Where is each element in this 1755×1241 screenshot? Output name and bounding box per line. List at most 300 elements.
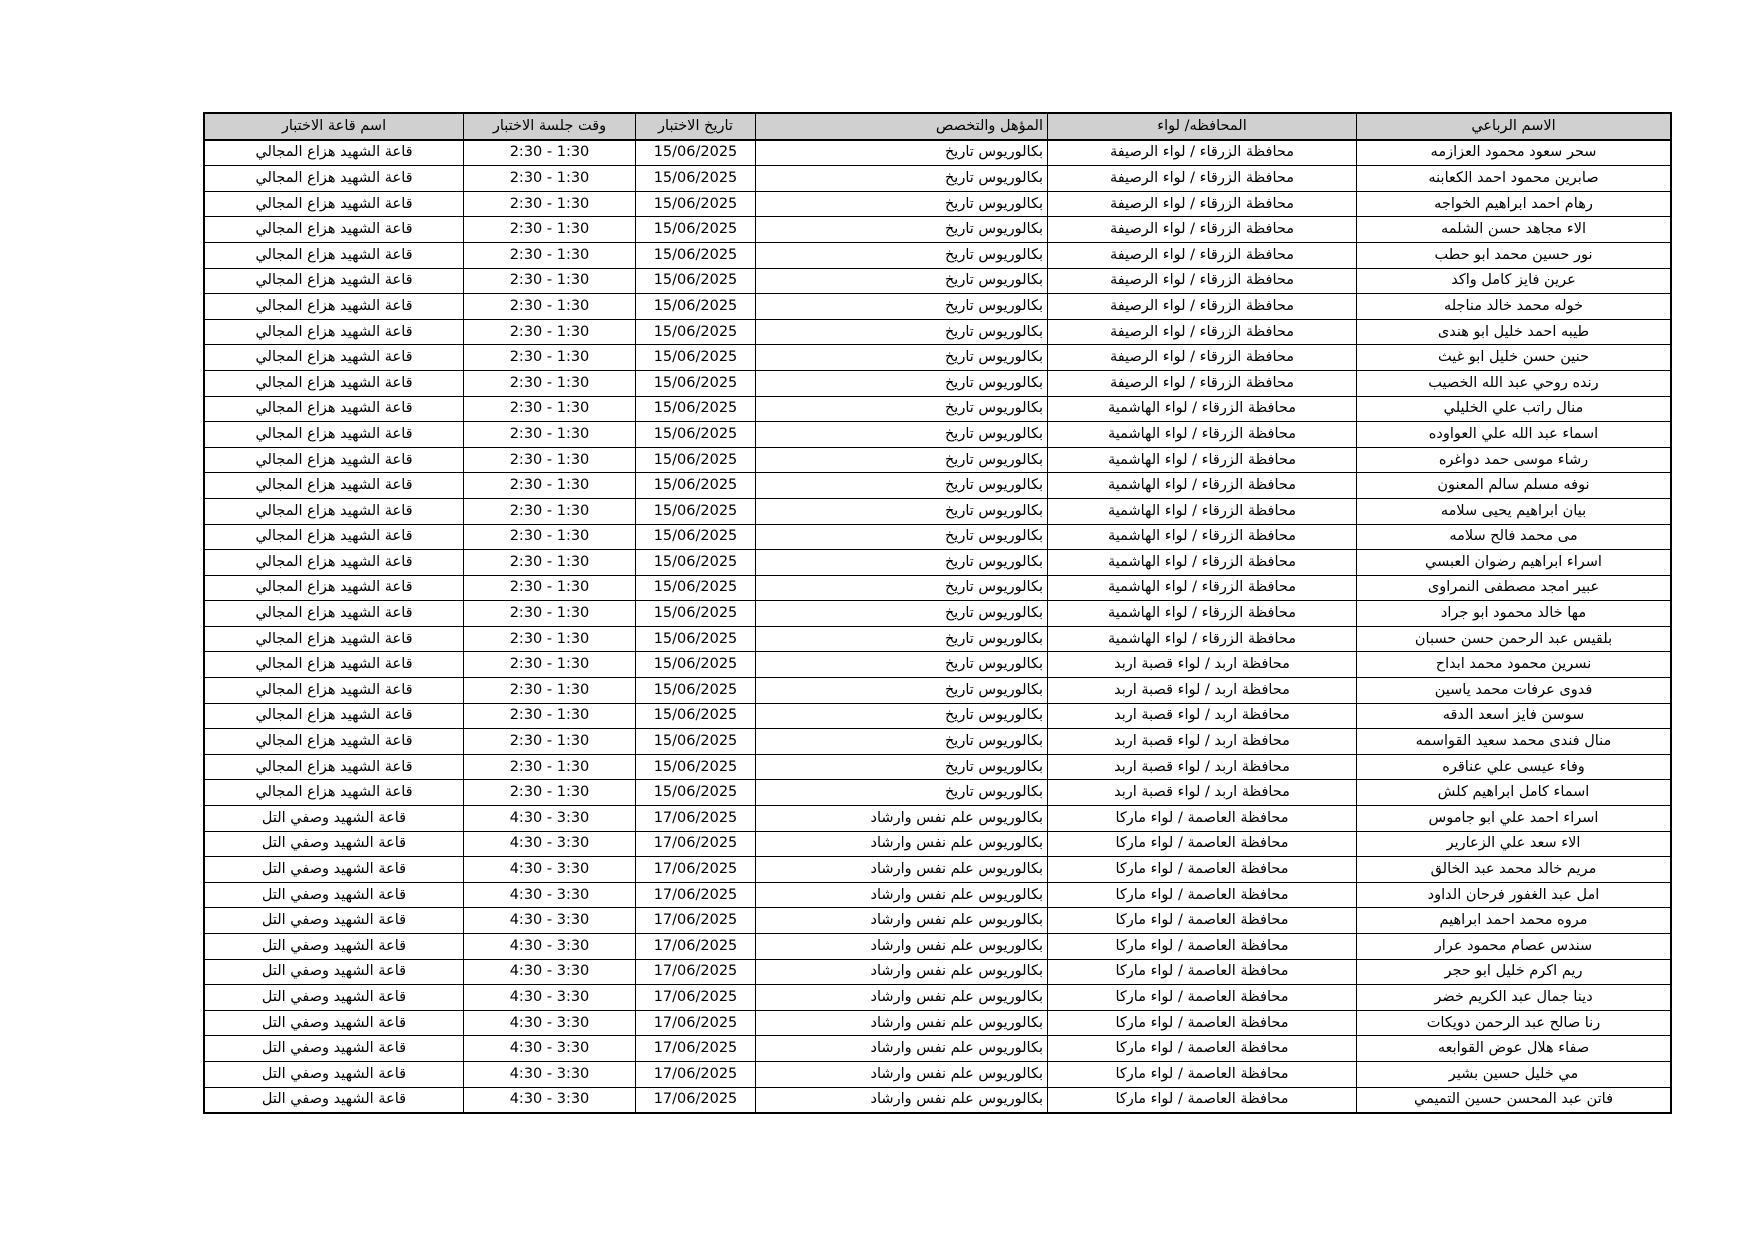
cell-time bbox=[464, 652, 636, 678]
header-hall: اسم قاعة الاختبار bbox=[204, 113, 464, 140]
cell-hall: قاعة الشهيد هزاع المجالي bbox=[204, 447, 464, 473]
cell-date bbox=[636, 601, 756, 627]
cell-name: وفاء عيسى علي عناقره bbox=[1357, 754, 1672, 780]
cell-qualification: بكالوريوس علم نفس وارشاد bbox=[756, 934, 1048, 960]
cell-hall: قاعة الشهيد هزاع المجالي bbox=[204, 268, 464, 294]
cell-time bbox=[464, 473, 636, 499]
cell-time-text: 2:30 - 1:30 bbox=[509, 681, 590, 698]
cell-date-text: 15/06/2025 bbox=[653, 502, 738, 519]
cell-qualification: بكالوريوس تاريخ bbox=[756, 242, 1048, 268]
cell-date bbox=[636, 217, 756, 243]
cell-qualification: بكالوريوس تاريخ bbox=[756, 575, 1048, 601]
cell-time bbox=[464, 1036, 636, 1062]
cell-time bbox=[464, 396, 636, 422]
cell-hall: قاعة الشهيد هزاع المجالي bbox=[204, 754, 464, 780]
cell-name: مريم خالد محمد عبد الخالق bbox=[1357, 857, 1672, 883]
cell-hall: قاعة الشهيد هزاع المجالي bbox=[204, 626, 464, 652]
cell-time bbox=[464, 703, 636, 729]
cell-name: فدوى عرفات محمد ياسين bbox=[1357, 678, 1672, 704]
table-row bbox=[204, 396, 1671, 422]
cell-name: فاتن عبد المحسن حسين التميمي bbox=[1357, 1087, 1672, 1113]
cell-name: مروه محمد احمد ابراهيم bbox=[1357, 908, 1672, 934]
cell-time bbox=[464, 268, 636, 294]
cell-date bbox=[636, 626, 756, 652]
cell-governorate: محافظة الزرقاء / لواء الرصيفة bbox=[1048, 268, 1357, 294]
cell-time bbox=[464, 934, 636, 960]
cell-hall: قاعة الشهيد هزاع المجالي bbox=[204, 217, 464, 243]
cell-time bbox=[464, 729, 636, 755]
cell-date-text: 15/06/2025 bbox=[653, 579, 738, 596]
cell-time bbox=[464, 1010, 636, 1036]
cell-qualification: بكالوريوس تاريخ bbox=[756, 780, 1048, 806]
cell-name: نوفه مسلم سالم المعنون bbox=[1357, 473, 1672, 499]
cell-hall: قاعة الشهيد هزاع المجالي bbox=[204, 729, 464, 755]
cell-name: سحر سعود محمود العزازمه bbox=[1357, 140, 1672, 166]
cell-hall: قاعة الشهيد هزاع المجالي bbox=[204, 550, 464, 576]
cell-time bbox=[464, 242, 636, 268]
table-row bbox=[204, 652, 1671, 678]
cell-date-text: 15/06/2025 bbox=[653, 169, 738, 186]
cell-hall: قاعة الشهيد وصفي التل bbox=[204, 959, 464, 985]
cell-date bbox=[636, 294, 756, 320]
cell-time-text: 4:30 - 3:30 bbox=[509, 886, 590, 903]
table-row bbox=[204, 524, 1671, 550]
cell-time bbox=[464, 294, 636, 320]
cell-time-text: 2:30 - 1:30 bbox=[509, 733, 590, 750]
cell-date bbox=[636, 242, 756, 268]
cell-governorate: محافظة العاصمة / لواء ماركا bbox=[1048, 1061, 1357, 1087]
cell-date bbox=[636, 473, 756, 499]
cell-governorate: محافظة الزرقاء / لواء الرصيفة bbox=[1048, 191, 1357, 217]
cell-time bbox=[464, 191, 636, 217]
table-row bbox=[204, 345, 1671, 371]
cell-governorate: محافظة الزرقاء / لواء الهاشمية bbox=[1048, 575, 1357, 601]
table-row bbox=[204, 908, 1671, 934]
cell-governorate: محافظة الزرقاء / لواء الهاشمية bbox=[1048, 524, 1357, 550]
cell-time bbox=[464, 806, 636, 832]
cell-name: نسرين محمود محمد ابداح bbox=[1357, 652, 1672, 678]
cell-name: دينا جمال عبد الكريم خضر bbox=[1357, 985, 1672, 1011]
cell-name: منال فندى محمد سعيد القواسمه bbox=[1357, 729, 1672, 755]
cell-governorate: محافظة الزرقاء / لواء الهاشمية bbox=[1048, 422, 1357, 448]
cell-date-text: 15/06/2025 bbox=[653, 605, 738, 622]
cell-time-text: 4:30 - 3:30 bbox=[509, 809, 590, 826]
cell-hall: قاعة الشهيد هزاع المجالي bbox=[204, 678, 464, 704]
cell-governorate: محافظة الزرقاء / لواء الهاشمية bbox=[1048, 626, 1357, 652]
cell-time bbox=[464, 422, 636, 448]
cell-qualification: بكالوريوس علم نفس وارشاد bbox=[756, 1087, 1048, 1113]
cell-date bbox=[636, 396, 756, 422]
table-row bbox=[204, 166, 1671, 192]
cell-name: مها خالد محمود ابو جراد bbox=[1357, 601, 1672, 627]
cell-governorate: محافظة الزرقاء / لواء الرصيفة bbox=[1048, 140, 1357, 166]
cell-date-text: 15/06/2025 bbox=[653, 374, 738, 391]
table-row bbox=[204, 268, 1671, 294]
cell-date-text: 15/06/2025 bbox=[653, 707, 738, 724]
table-row bbox=[204, 1061, 1671, 1087]
cell-name: مى محمد فالح سلامه bbox=[1357, 524, 1672, 550]
cell-hall: قاعة الشهيد وصفي التل bbox=[204, 1010, 464, 1036]
cell-date bbox=[636, 754, 756, 780]
exam-schedule-table bbox=[203, 112, 1672, 1114]
cell-time-text: 2:30 - 1:30 bbox=[509, 477, 590, 494]
cell-time-text: 2:30 - 1:30 bbox=[509, 605, 590, 622]
table-body bbox=[204, 140, 1671, 1114]
cell-name: طيبه احمد خليل ابو هندى bbox=[1357, 319, 1672, 345]
cell-qualification: بكالوريوس تاريخ bbox=[756, 678, 1048, 704]
cell-qualification: بكالوريوس تاريخ bbox=[756, 191, 1048, 217]
cell-time-text: 4:30 - 3:30 bbox=[509, 1065, 590, 1082]
table-row bbox=[204, 626, 1671, 652]
cell-date bbox=[636, 191, 756, 217]
table-row bbox=[204, 422, 1671, 448]
cell-hall: قاعة الشهيد هزاع المجالي bbox=[204, 524, 464, 550]
cell-date bbox=[636, 780, 756, 806]
cell-governorate: محافظة الزرقاء / لواء الرصيفة bbox=[1048, 166, 1357, 192]
cell-name: اسراء احمد علي ابو جاموس bbox=[1357, 806, 1672, 832]
exam-schedule-sheet bbox=[203, 112, 1657, 1114]
cell-date-text: 15/06/2025 bbox=[653, 528, 738, 545]
cell-date bbox=[636, 806, 756, 832]
table-row bbox=[204, 601, 1671, 627]
cell-time bbox=[464, 575, 636, 601]
cell-qualification: بكالوريوس تاريخ bbox=[756, 140, 1048, 166]
cell-governorate: محافظة العاصمة / لواء ماركا bbox=[1048, 857, 1357, 883]
cell-time-text: 2:30 - 1:30 bbox=[509, 144, 590, 161]
cell-hall: قاعة الشهيد هزاع المجالي bbox=[204, 319, 464, 345]
cell-date-text: 17/06/2025 bbox=[653, 963, 738, 980]
table-row bbox=[204, 217, 1671, 243]
cell-qualification: بكالوريوس تاريخ bbox=[756, 601, 1048, 627]
cell-date bbox=[636, 857, 756, 883]
cell-date-text: 17/06/2025 bbox=[653, 988, 738, 1005]
cell-hall: قاعة الشهيد وصفي التل bbox=[204, 831, 464, 857]
cell-time bbox=[464, 217, 636, 243]
cell-time bbox=[464, 140, 636, 166]
cell-hall: قاعة الشهيد وصفي التل bbox=[204, 857, 464, 883]
cell-name: ريم اكرم خليل ابو حجر bbox=[1357, 959, 1672, 985]
table-row bbox=[204, 1087, 1671, 1113]
cell-date-text: 17/06/2025 bbox=[653, 1040, 738, 1057]
cell-time bbox=[464, 319, 636, 345]
cell-name: رشاء موسى حمد دواغره bbox=[1357, 447, 1672, 473]
cell-time bbox=[464, 857, 636, 883]
table-row bbox=[204, 473, 1671, 499]
cell-date bbox=[636, 345, 756, 371]
cell-date-text: 17/06/2025 bbox=[653, 835, 738, 852]
cell-time bbox=[464, 550, 636, 576]
cell-time-text: 2:30 - 1:30 bbox=[509, 784, 590, 801]
cell-time-text: 2:30 - 1:30 bbox=[509, 246, 590, 263]
cell-governorate: محافظة اربد / لواء قصبة اربد bbox=[1048, 754, 1357, 780]
table-row bbox=[204, 447, 1671, 473]
cell-date-text: 15/06/2025 bbox=[653, 425, 738, 442]
cell-hall: قاعة الشهيد هزاع المجالي bbox=[204, 140, 464, 166]
cell-name: بيان ابراهيم يحيى سلامه bbox=[1357, 498, 1672, 524]
cell-time-text: 4:30 - 3:30 bbox=[509, 1040, 590, 1057]
cell-qualification: بكالوريوس علم نفس وارشاد bbox=[756, 806, 1048, 832]
cell-name: صابرين محمود احمد الكعابنه bbox=[1357, 166, 1672, 192]
cell-time-text: 4:30 - 3:30 bbox=[509, 912, 590, 929]
cell-qualification: بكالوريوس علم نفس وارشاد bbox=[756, 908, 1048, 934]
cell-time bbox=[464, 754, 636, 780]
cell-qualification: بكالوريوس تاريخ bbox=[756, 498, 1048, 524]
cell-date-text: 15/06/2025 bbox=[653, 400, 738, 417]
header-qualification: المؤهل والتخصص bbox=[756, 113, 1048, 140]
cell-qualification: بكالوريوس تاريخ bbox=[756, 550, 1048, 576]
cell-time bbox=[464, 524, 636, 550]
table-row bbox=[204, 882, 1671, 908]
table-row bbox=[204, 294, 1671, 320]
cell-date bbox=[636, 908, 756, 934]
cell-governorate: محافظة الزرقاء / لواء الهاشمية bbox=[1048, 601, 1357, 627]
table-row bbox=[204, 370, 1671, 396]
cell-date-text: 15/06/2025 bbox=[653, 323, 738, 340]
cell-time-text: 2:30 - 1:30 bbox=[509, 425, 590, 442]
cell-time bbox=[464, 498, 636, 524]
cell-time-text: 2:30 - 1:30 bbox=[509, 553, 590, 570]
cell-time-text: 2:30 - 1:30 bbox=[509, 630, 590, 647]
cell-governorate: محافظة الزرقاء / لواء الهاشمية bbox=[1048, 396, 1357, 422]
cell-hall: قاعة الشهيد هزاع المجالي bbox=[204, 422, 464, 448]
cell-governorate: محافظة الزرقاء / لواء الرصيفة bbox=[1048, 370, 1357, 396]
cell-date bbox=[636, 575, 756, 601]
cell-date bbox=[636, 934, 756, 960]
cell-hall: قاعة الشهيد هزاع المجالي bbox=[204, 191, 464, 217]
cell-hall: قاعة الشهيد هزاع المجالي bbox=[204, 242, 464, 268]
cell-time-text: 2:30 - 1:30 bbox=[509, 502, 590, 519]
cell-qualification: بكالوريوس تاريخ bbox=[756, 729, 1048, 755]
cell-date bbox=[636, 1036, 756, 1062]
cell-name: اسراء ابراهيم رضوان العبسي bbox=[1357, 550, 1672, 576]
header-governorate: المحافظه/ لواء bbox=[1048, 113, 1357, 140]
cell-qualification: بكالوريوس تاريخ bbox=[756, 217, 1048, 243]
cell-time-text: 4:30 - 3:30 bbox=[509, 1091, 590, 1108]
header-time: وقت جلسة الاختبار bbox=[464, 113, 636, 140]
cell-name: بلقيس عبد الرحمن حسن حسبان bbox=[1357, 626, 1672, 652]
cell-time-text: 2:30 - 1:30 bbox=[509, 758, 590, 775]
cell-qualification: بكالوريوس تاريخ bbox=[756, 294, 1048, 320]
cell-date bbox=[636, 1010, 756, 1036]
cell-date-text: 17/06/2025 bbox=[653, 886, 738, 903]
cell-date-text: 15/06/2025 bbox=[653, 681, 738, 698]
cell-qualification: بكالوريوس تاريخ bbox=[756, 319, 1048, 345]
cell-date bbox=[636, 703, 756, 729]
cell-time bbox=[464, 370, 636, 396]
cell-hall: قاعة الشهيد هزاع المجالي bbox=[204, 473, 464, 499]
cell-time-text: 4:30 - 3:30 bbox=[509, 835, 590, 852]
table-row bbox=[204, 242, 1671, 268]
cell-hall: قاعة الشهيد هزاع المجالي bbox=[204, 652, 464, 678]
cell-governorate: محافظة الزرقاء / لواء الرصيفة bbox=[1048, 319, 1357, 345]
cell-date-text: 15/06/2025 bbox=[653, 553, 738, 570]
cell-time-text: 2:30 - 1:30 bbox=[509, 451, 590, 468]
cell-time-text: 2:30 - 1:30 bbox=[509, 400, 590, 417]
cell-date-text: 17/06/2025 bbox=[653, 1014, 738, 1031]
table-row bbox=[204, 934, 1671, 960]
cell-qualification: بكالوريوس تاريخ bbox=[756, 422, 1048, 448]
table-row bbox=[204, 754, 1671, 780]
table-row bbox=[204, 498, 1671, 524]
cell-time-text: 2:30 - 1:30 bbox=[509, 349, 590, 366]
cell-date bbox=[636, 729, 756, 755]
cell-name: صفاء هلال عوض القوابعه bbox=[1357, 1036, 1672, 1062]
cell-date bbox=[636, 166, 756, 192]
cell-name: سندس عصام محمود عرار bbox=[1357, 934, 1672, 960]
cell-date bbox=[636, 985, 756, 1011]
table-row bbox=[204, 550, 1671, 576]
cell-name: امل عبد الغفور فرحان الداود bbox=[1357, 882, 1672, 908]
cell-hall: قاعة الشهيد وصفي التل bbox=[204, 934, 464, 960]
cell-hall: قاعة الشهيد وصفي التل bbox=[204, 882, 464, 908]
cell-governorate: محافظة العاصمة / لواء ماركا bbox=[1048, 908, 1357, 934]
cell-date bbox=[636, 422, 756, 448]
cell-date bbox=[636, 319, 756, 345]
cell-time-text: 2:30 - 1:30 bbox=[509, 374, 590, 391]
cell-time bbox=[464, 345, 636, 371]
cell-time-text: 2:30 - 1:30 bbox=[509, 656, 590, 673]
cell-time-text: 2:30 - 1:30 bbox=[509, 297, 590, 314]
cell-date bbox=[636, 652, 756, 678]
cell-time-text: 2:30 - 1:30 bbox=[509, 323, 590, 340]
table-row bbox=[204, 678, 1671, 704]
cell-time bbox=[464, 447, 636, 473]
cell-qualification: بكالوريوس تاريخ bbox=[756, 473, 1048, 499]
cell-governorate: محافظة الزرقاء / لواء الهاشمية bbox=[1048, 550, 1357, 576]
cell-date-text: 15/06/2025 bbox=[653, 272, 738, 289]
cell-hall: قاعة الشهيد هزاع المجالي bbox=[204, 780, 464, 806]
cell-qualification: بكالوريوس علم نفس وارشاد bbox=[756, 985, 1048, 1011]
cell-time-text: 4:30 - 3:30 bbox=[509, 861, 590, 878]
cell-date-text: 15/06/2025 bbox=[653, 195, 738, 212]
cell-date-text: 15/06/2025 bbox=[653, 349, 738, 366]
header-date: تاريخ الاختبار bbox=[636, 113, 756, 140]
cell-qualification: بكالوريوس علم نفس وارشاد bbox=[756, 831, 1048, 857]
cell-time-text: 2:30 - 1:30 bbox=[509, 272, 590, 289]
cell-governorate: محافظة الزرقاء / لواء الهاشمية bbox=[1048, 447, 1357, 473]
table-row bbox=[204, 191, 1671, 217]
cell-qualification: بكالوريوس تاريخ bbox=[756, 370, 1048, 396]
cell-governorate: محافظة الزرقاء / لواء الرصيفة bbox=[1048, 345, 1357, 371]
cell-date-text: 15/06/2025 bbox=[653, 477, 738, 494]
cell-qualification: بكالوريوس علم نفس وارشاد bbox=[756, 882, 1048, 908]
cell-governorate: محافظة اربد / لواء قصبة اربد bbox=[1048, 780, 1357, 806]
cell-hall: قاعة الشهيد هزاع المجالي bbox=[204, 396, 464, 422]
cell-time bbox=[464, 780, 636, 806]
cell-date-text: 15/06/2025 bbox=[653, 656, 738, 673]
cell-qualification: بكالوريوس تاريخ bbox=[756, 166, 1048, 192]
cell-hall: قاعة الشهيد هزاع المجالي bbox=[204, 498, 464, 524]
cell-date bbox=[636, 831, 756, 857]
cell-name: رنا صالح عبد الرحمن دويكات bbox=[1357, 1010, 1672, 1036]
cell-date-text: 15/06/2025 bbox=[653, 297, 738, 314]
cell-governorate: محافظة الزرقاء / لواء الرصيفة bbox=[1048, 242, 1357, 268]
cell-name: الاء سعد علي الزعارير bbox=[1357, 831, 1672, 857]
cell-name: عرين فايز كامل واكد bbox=[1357, 268, 1672, 294]
cell-name: رهام احمد ابراهيم الخواجه bbox=[1357, 191, 1672, 217]
cell-name: منال راتب علي الخليلي bbox=[1357, 396, 1672, 422]
cell-qualification: بكالوريوس تاريخ bbox=[756, 652, 1048, 678]
cell-name: رنده روحي عبد الله الخصيب bbox=[1357, 370, 1672, 396]
cell-hall: قاعة الشهيد هزاع المجالي bbox=[204, 345, 464, 371]
cell-time-text: 2:30 - 1:30 bbox=[509, 221, 590, 238]
cell-time-text: 2:30 - 1:30 bbox=[509, 579, 590, 596]
table-row bbox=[204, 140, 1671, 166]
cell-governorate: محافظة الزرقاء / لواء الهاشمية bbox=[1048, 498, 1357, 524]
cell-name: مي خليل حسين بشير bbox=[1357, 1061, 1672, 1087]
cell-qualification: بكالوريوس علم نفس وارشاد bbox=[756, 1010, 1048, 1036]
cell-time bbox=[464, 166, 636, 192]
cell-date-text: 15/06/2025 bbox=[653, 144, 738, 161]
cell-governorate: محافظة العاصمة / لواء ماركا bbox=[1048, 959, 1357, 985]
cell-date bbox=[636, 550, 756, 576]
cell-time-text: 2:30 - 1:30 bbox=[509, 528, 590, 545]
cell-date-text: 15/06/2025 bbox=[653, 784, 738, 801]
cell-date-text: 17/06/2025 bbox=[653, 1065, 738, 1082]
cell-date-text: 15/06/2025 bbox=[653, 630, 738, 647]
table-row bbox=[204, 780, 1671, 806]
cell-qualification: بكالوريوس علم نفس وارشاد bbox=[756, 959, 1048, 985]
cell-qualification: بكالوريوس تاريخ bbox=[756, 396, 1048, 422]
cell-governorate: محافظة العاصمة / لواء ماركا bbox=[1048, 806, 1357, 832]
cell-governorate: محافظة العاصمة / لواء ماركا bbox=[1048, 934, 1357, 960]
cell-hall: قاعة الشهيد هزاع المجالي bbox=[204, 703, 464, 729]
cell-date-text: 15/06/2025 bbox=[653, 733, 738, 750]
table-row bbox=[204, 575, 1671, 601]
header-name: الاسم الرباعي bbox=[1357, 113, 1672, 140]
cell-name: اسماء كامل ابراهيم كلش bbox=[1357, 780, 1672, 806]
cell-governorate: محافظة العاصمة / لواء ماركا bbox=[1048, 1010, 1357, 1036]
cell-qualification: بكالوريوس تاريخ bbox=[756, 626, 1048, 652]
table-row bbox=[204, 857, 1671, 883]
cell-name: الاء مجاهد حسن الشلمه bbox=[1357, 217, 1672, 243]
cell-governorate: محافظة العاصمة / لواء ماركا bbox=[1048, 1036, 1357, 1062]
cell-date-text: 15/06/2025 bbox=[653, 221, 738, 238]
cell-name: حنين حسن خليل ابو غيث bbox=[1357, 345, 1672, 371]
table-header bbox=[204, 113, 1671, 140]
cell-hall: قاعة الشهيد وصفي التل bbox=[204, 806, 464, 832]
cell-time-text: 2:30 - 1:30 bbox=[509, 707, 590, 724]
cell-time bbox=[464, 831, 636, 857]
cell-date bbox=[636, 268, 756, 294]
cell-name: اسماء عبد الله علي العواوده bbox=[1357, 422, 1672, 448]
table-row bbox=[204, 1010, 1671, 1036]
cell-name: عبير امجد مصطفى النمراوى bbox=[1357, 575, 1672, 601]
cell-date bbox=[636, 1087, 756, 1113]
cell-qualification: بكالوريوس تاريخ bbox=[756, 754, 1048, 780]
cell-date bbox=[636, 1061, 756, 1087]
cell-date-text: 15/06/2025 bbox=[653, 246, 738, 263]
cell-hall: قاعة الشهيد هزاع المجالي bbox=[204, 575, 464, 601]
cell-governorate: محافظة العاصمة / لواء ماركا bbox=[1048, 985, 1357, 1011]
cell-hall: قاعة الشهيد وصفي التل bbox=[204, 1036, 464, 1062]
cell-hall: قاعة الشهيد وصفي التل bbox=[204, 1061, 464, 1087]
cell-time bbox=[464, 1061, 636, 1087]
cell-name: خوله محمد خالد مناجله bbox=[1357, 294, 1672, 320]
cell-qualification: بكالوريوس علم نفس وارشاد bbox=[756, 1061, 1048, 1087]
cell-hall: قاعة الشهيد هزاع المجالي bbox=[204, 601, 464, 627]
cell-hall: قاعة الشهيد وصفي التل bbox=[204, 1087, 464, 1113]
cell-date bbox=[636, 678, 756, 704]
cell-time bbox=[464, 882, 636, 908]
table-row bbox=[204, 985, 1671, 1011]
cell-governorate: محافظة الزرقاء / لواء الرصيفة bbox=[1048, 294, 1357, 320]
cell-time bbox=[464, 1087, 636, 1113]
cell-governorate: محافظة اربد / لواء قصبة اربد bbox=[1048, 729, 1357, 755]
table-row bbox=[204, 703, 1671, 729]
cell-governorate: محافظة العاصمة / لواء ماركا bbox=[1048, 1087, 1357, 1113]
cell-time bbox=[464, 908, 636, 934]
